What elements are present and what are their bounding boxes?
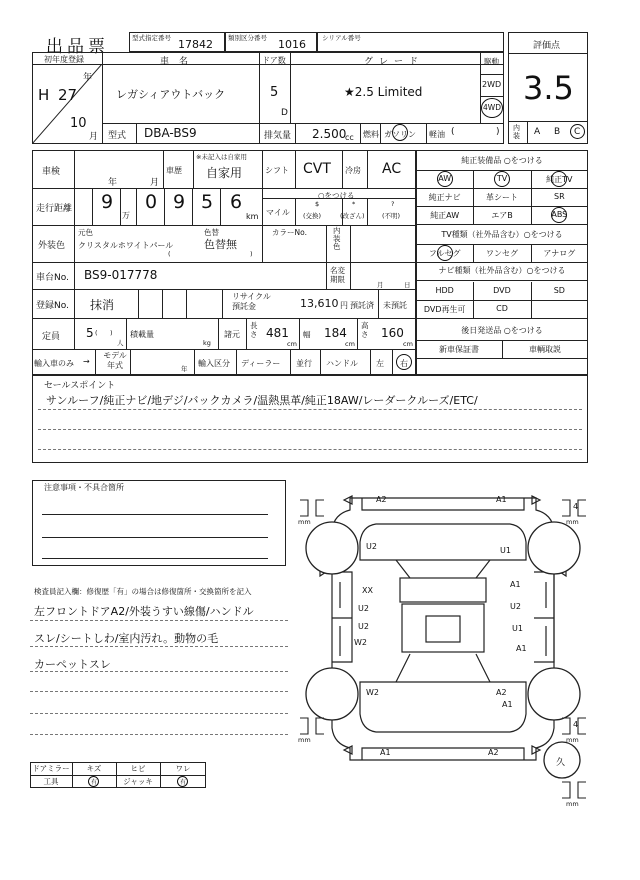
equip-divider [416,188,588,189]
interior-c: C [574,127,581,137]
grade-value: ★2.5 Limited [344,85,423,99]
equip-row-3-item-1: 純正AW [430,211,460,220]
unknown-symbol: ? [391,200,395,208]
equip-divider [416,318,588,319]
registration-value: 抹消 [90,298,115,312]
mileage-digit-5: 6 [229,191,243,213]
colorno-label: カラーNo. [272,228,307,237]
fuel-paren-close: ) [496,127,500,137]
mileage-digit-3: 9 [172,191,186,213]
category-box [225,32,317,52]
width-label: 幅 [303,330,311,339]
equip-row-6-item-1: DVD再生可 [423,305,466,314]
tread-spare-unit: mm [566,800,579,808]
width-value: 184 [324,326,347,340]
first-reg-label: 初年度登録 [44,55,84,64]
fuel-paren: ( [451,127,455,137]
height-value: 160 [381,326,404,340]
equip-divider [416,358,588,359]
damage-label: W2 [354,638,367,647]
score-box [508,32,588,144]
equip-genuine-title: 純正装備品 ○をつける [461,156,543,165]
car-name-label: 車名 [160,57,199,67]
month-unit: 月 [89,132,99,142]
door-type: D [281,108,288,118]
original-color: クリスタルホワイトパール [78,241,174,250]
equip-navi-title: ナビ種類（社外品含む）○をつける [438,266,566,275]
import-label: 輸入車のみ [34,359,74,368]
damage-label: XX [362,586,373,595]
damage-label: U2 [366,542,377,551]
mileage-km-unit: km [246,212,259,221]
equip-divider [416,262,588,263]
interior-color-label: 内装色 [333,226,341,251]
interior-b: B [554,127,561,137]
equip-row-3-item-3: ABS [551,210,568,219]
shift-value: CVT [303,161,331,177]
spare-tire-label: 久 [556,758,566,768]
legend-jack-value: 有 [179,779,186,786]
equip-divider [416,300,588,301]
tread-front-right-value: 4 [573,502,579,511]
import-dealer: ディーラー [241,359,281,368]
unknown-label: (不明) [382,212,401,220]
damage-label: U1 [500,546,511,555]
type-value: DBA-BS9 [144,126,197,140]
load-unit: kg [203,339,211,347]
import-arrow: → [83,357,90,366]
recycle-not: 未預託 [383,301,407,310]
drive-4wd: 4WD [483,103,501,112]
length-unit: cm [287,340,297,348]
category-value: 1016 [278,38,306,51]
grade-label: グレード [364,57,425,67]
equip-row-6-item-2: CD [496,304,508,313]
damage-label: A2 [488,748,499,757]
model-cert-value: 17842 [178,38,213,51]
equip-later-title: 後日発送品 ○をつける [461,326,543,335]
damage-label: A1 [380,748,391,757]
chassis-label: 車台No. [36,273,69,283]
serial-box [317,32,504,52]
first-reg-year: 27 [58,86,78,104]
capacity-paren: ( [95,329,98,337]
handle-left: 左 [376,359,384,368]
damage-label: A2 [496,688,507,697]
capacity-paren-close: ) [110,329,113,337]
sales-points-text: サンルーフ/純正ナビ/地デジ/バックカメラ/温熱黒革/純正18AW/レーダークルーズ/ETC/ [46,394,478,407]
color-paren-open: ( [168,250,171,258]
displacement-label: 排気量 [264,131,292,141]
doors-label: ドア数 [262,56,286,65]
sales-points-label: セールスポイント [44,381,116,391]
damage-label: A1 [496,495,507,504]
equip-row-4-item-3: アナログ [543,249,576,258]
legend-door-mirror: ドアミラー [32,764,70,773]
tread-front-left-unit: mm [298,518,311,526]
equip-row-2-item-2: 革シート [485,193,518,202]
equip-row-5-item-2: DVD [493,286,511,295]
tampered-label: (改ざん) [340,212,365,220]
inspector-line-3: カーペットスレ [34,658,111,671]
legend-tools-value: 有 [90,779,97,786]
mileage-man-unit: 万 [122,211,130,220]
shaken-month-unit: 月 [150,178,160,188]
mileage-digit-2: 0 [144,191,158,213]
interior-label: 内装 [513,124,520,140]
recycle-unit: 円 [340,301,348,310]
tread-rear-right-value: 4 [573,720,579,729]
capacity-value: 5 [86,326,94,340]
recycle-value: 13,610 [300,297,339,310]
color-paren-close: ) [250,250,253,258]
equip-divider [416,280,588,281]
mileage-digit-4: 5 [200,191,214,213]
legend-tools: 工具 [43,777,59,786]
color-label: 外装色 [38,241,66,251]
year-unit: 年 [83,73,93,83]
chassis-value: BS9-017778 [84,268,158,282]
handle-label: ハンドル [326,359,358,368]
score-label: 評価点 [533,41,561,51]
fuel-gasoline: ガソリン [384,130,416,139]
load-label: 積載量 [130,330,154,339]
shift-label: シフト [265,166,289,175]
legend-break: ワレ [175,764,191,773]
handle-right: 右 [400,359,408,368]
model-cert-label: 型式指定番号 [132,34,171,42]
inspector-label: 検査員記入欄：修復歴「有」の場合は修復箇所・交換箇所を記入 [34,587,252,596]
recycle-label: リサイクル預託金 [232,292,271,311]
damage-label: U2 [510,602,521,611]
original-color-label: 元色 [78,228,93,237]
car-name: レガシィアウトバック [116,88,226,101]
equip-row-2-item-1: 純正ナビ [428,193,461,202]
equip-row-4-item-1: フルセグ [428,249,461,258]
tread-rear-left-unit: mm [298,736,311,744]
color-change-value: 色替無 [204,238,237,251]
model-cert-box [129,32,225,52]
mileage-digit-1: 9 [100,191,114,213]
mileage-label: 走行距離 [36,204,73,214]
usage-value: 自家用 [206,166,243,180]
recycle-deposit: 預託済 [350,301,374,310]
inspector-line-1: 左フロントドアA2/外装うすい線傷/ハンドル [34,605,254,618]
name-change-label: 名変期限 [330,266,345,284]
color-change-label: 色替 [204,228,219,237]
equip-row-1-item-1: AW [438,174,452,183]
tread-front-right-unit: mm [566,518,579,526]
shaken-label: 車検 [42,167,61,177]
capacity-label: 定員 [42,332,61,342]
equip-row-2-item-3: SR [554,192,565,201]
displacement-value: 2.500 [312,127,347,141]
length-label: 長さ [250,321,258,339]
damage-label: A1 [510,580,521,589]
capacity-unit: 人 [117,339,124,347]
damage-label: A1 [516,644,527,653]
usage-label: 車歴 [166,166,182,175]
damage-label: W2 [366,688,379,697]
legend-scratch: キズ [86,764,102,773]
equip-row-5-item-1: HDD [435,286,454,295]
category-label: 類別区分番号 [228,34,267,42]
damage-label: A2 [376,495,387,504]
fuel-label: 燃料 [363,130,379,139]
damage-label: U2 [358,604,369,613]
dims-label: 諸元 [224,330,240,339]
sheet-title: 出品票 [46,37,109,57]
exchange-symbol: $ [315,200,320,208]
drive-label: 駆動 [484,57,499,66]
name-change-day: 日 [404,281,411,289]
exchange-label: (交換) [303,212,322,220]
first-reg-era: H [38,86,50,104]
aircon-label: 冷房 [345,166,361,175]
interior-a: A [534,127,541,137]
equip-row-3-item-2: エアB [491,211,513,220]
equip-cell-divider [531,300,532,318]
inspector-line-2: スレ/シートしわ/室内汚れ。動物の毛 [34,632,219,645]
damage-label: A1 [502,700,513,709]
serial-label: シリアル番号 [322,34,361,42]
equip-row-4-item-2: ワンセグ [485,249,518,258]
height-unit: cm [403,340,413,348]
mileage-circle-note: ○をつける [318,191,355,200]
first-reg-month: 10 [70,116,87,131]
equip-row-7-item-2: 車輌取説 [529,345,561,354]
name-change-month: 月 [377,281,384,289]
equip-row-1-item-3: 純正TV [546,175,573,184]
car-damage-diagram [290,486,590,810]
score-value: 3.5 [523,69,574,107]
equip-divider [416,224,588,225]
drive-2wd: 2WD [482,80,502,89]
usage-note: ※未記入は自家用 [196,153,247,161]
tampered-symbol: * [352,200,356,208]
fuel-diesel: 軽油 [429,130,445,139]
model-year-label: モデル年式 [103,351,127,370]
height-label: 高さ [361,321,369,339]
import-parallel: 並行 [296,359,312,368]
mile-label: マイル [266,208,290,217]
displacement-unit: cc [345,133,354,142]
equip-tv-title: TV種類（社外品含む）○をつける [441,230,563,239]
notes-label: 注意事項・不具合箇所 [44,483,124,492]
model-year-unit: 年 [181,365,188,373]
shaken-year-unit: 年 [108,178,118,188]
width-unit: cm [345,340,355,348]
doors-value: 5 [270,85,279,100]
tread-rear-right-unit: mm [566,736,579,744]
aircon-value: AC [382,161,402,177]
legend-jack: ジャッキ [123,777,153,786]
type-label: 型式 [108,131,127,141]
equip-row-1-item-2: TV [496,174,508,183]
length-value: 481 [266,326,289,340]
import-class-label: 輸入区分 [198,359,230,368]
equip-row-5-item-3: SD [553,286,565,295]
registration-label: 登録No. [36,301,69,311]
damage-label: U1 [512,624,523,633]
damage-label: U2 [358,622,369,631]
equip-row-7-item-1: 新車保証書 [439,345,479,354]
legend-crack: ヒビ [130,764,146,773]
